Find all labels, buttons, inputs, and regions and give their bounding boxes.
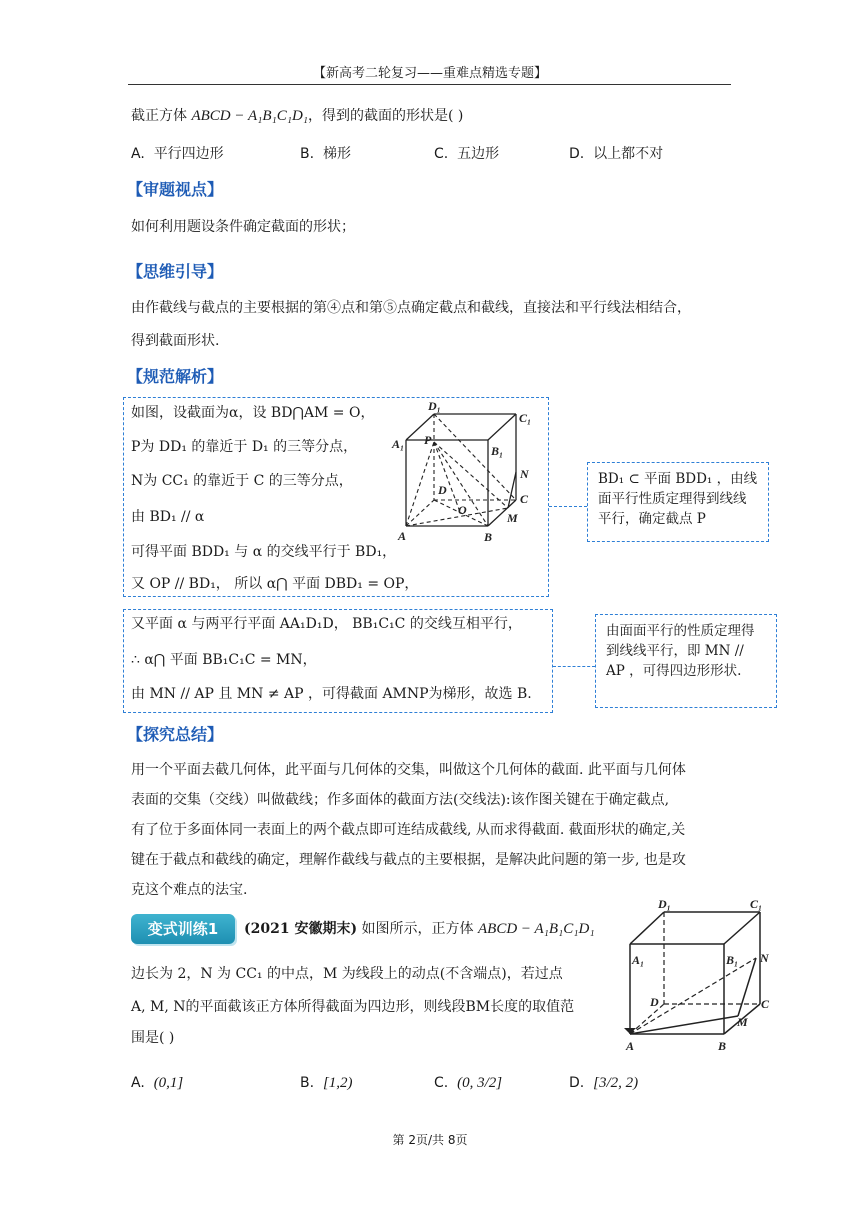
cube-figure-2 [618, 898, 788, 1056]
option-d[interactable]: D. 以上都不对 [569, 146, 664, 162]
fig1-label-c: C [520, 492, 529, 506]
solution-line-2: P为 DD₁ 的靠近于 D₁ 的三等分点， [131, 439, 358, 455]
fig2-label-a: A [626, 1039, 635, 1053]
solution-line-5: 可得平面 BDD₁ 与 α 的交线平行于 BD₁， [131, 544, 397, 560]
exercise-option-d[interactable]: D. [3/2, 2) [569, 1075, 639, 1091]
cube-figure-1 [388, 400, 548, 546]
page-header: 【新高考二轮复习——重难点精选专题】 [312, 66, 547, 81]
solution-line-3: N为 CC₁ 的靠近于 C 的三等分点， [131, 473, 353, 489]
option-c[interactable]: C. 五边形 [434, 146, 500, 162]
solution-line-9: 由 MN // AP 且 MN ≠ AP ，可得截面 AMNP为梯形，故选 B. [131, 686, 532, 702]
review-text: 如何利用题设条件确定截面的形状； [131, 219, 355, 235]
fig2-label-b1: B₁ [726, 953, 739, 967]
exercise-line-1: (2021 安徽期末) 如图所示，正方体 ABCD − A₁B₁C₁D₁ [244, 921, 595, 937]
section-title-summary: 【探究总结】 [127, 725, 224, 744]
note-connector-2 [553, 666, 595, 667]
thinking-line-1: 由作截线与截点的主要根据的第④点和第⑤点确定截点和截线，直接法和平行线法相结合， [131, 300, 691, 316]
header-rule [128, 84, 731, 85]
summary-line-3: 有了位于多面体同一表面上的两个截点即可连结成截线, 从而求得截面. 截面形状的确定,关 [131, 822, 686, 838]
fig2-label-a1: A₁ [632, 953, 645, 967]
fig1-label-b: B [484, 530, 493, 544]
exercise-line-2: 边长为 2，N 为 CC₁ 的中点，M 为线段上的动点(不含端点)，若过点 [131, 966, 563, 982]
section-title-solution: 【规范解析】 [127, 367, 224, 386]
page-footer: 第 2页/共 8页 [392, 1133, 468, 1147]
fig1-label-p: P [424, 433, 432, 447]
fig1-label-m: M [507, 511, 518, 525]
summary-line-1: 用一个平面去截几何体，此平面与几何体的交集，叫做这个几何体的截面. 此平面与几何体 [131, 762, 686, 778]
option-a[interactable]: A. 平行四边形 [131, 146, 224, 162]
fig1-label-a1: A₁ [392, 437, 405, 451]
fig2-label-d1: D₁ [658, 898, 671, 911]
fig1-label-c1: C₁ [519, 411, 532, 425]
exercise-line-3: A, M, N的平面截该正方体所得截面为四边形，则线段BM长度的取值范 [131, 999, 575, 1015]
exercise-option-a[interactable]: A. (0,1] [131, 1075, 184, 1091]
fig1-label-d: D [438, 483, 447, 497]
note-box-2: 由面面平行的性质定理得到线线平行，即 MN // AP ，可得四边形形状. [595, 614, 777, 708]
section-title-thinking: 【思维引导】 [127, 262, 224, 281]
question-stem: 截正方体 ABCD − A₁B₁C₁D₁，得到的截面的形状是( ) [131, 108, 464, 124]
solution-line-6: 又 OP // BD₁， 所以 α⋂ 平面 DBD₁ = OP， [131, 576, 419, 592]
summary-line-2: 表面的交集（交线）叫做截线；作多面体的截面方法(交线法):该作图关键在于确定截点, [131, 792, 670, 808]
fig2-label-c: C [761, 997, 770, 1011]
note-box-1: BD₁ ⊂ 平面 BDD₁ ，由线面平行性质定理得到线线平行，确定截点 P [587, 462, 769, 542]
fig1-label-n: N [520, 467, 529, 481]
fig1-label-b1: B₁ [491, 444, 504, 458]
fig2-label-b: B [718, 1039, 727, 1053]
fig1-label-d1: D₁ [428, 400, 441, 413]
exercise-badge: 变式训练1 [131, 914, 235, 944]
solution-line-4: 由 BD₁ // α [131, 509, 205, 525]
solution-line-1: 如图，设截面为α，设 BD⋂AM = O， [131, 405, 375, 421]
summary-line-5: 克这个难点的法宝. [131, 882, 248, 898]
fig2-label-m: M [737, 1015, 748, 1029]
exercise-option-b[interactable]: B. [1,2) [300, 1075, 353, 1091]
solution-line-8: ∴ α⋂ 平面 BB₁C₁C = MN， [131, 652, 317, 668]
exercise-option-c[interactable]: C. (0, 3/2] [434, 1075, 503, 1091]
section-title-review: 【审题视点】 [127, 180, 224, 199]
note-connector-1 [549, 506, 587, 507]
fig2-label-n: N [760, 951, 769, 965]
exercise-line-4: 围是( ) [131, 1030, 175, 1046]
summary-line-4: 键在于截点和截线的确定，理解作截线与截点的主要根据，是解决此问题的第一步, 也是攻 [131, 852, 686, 868]
fig2-label-c1: C₁ [750, 898, 763, 911]
fig2-label-d: D [650, 995, 659, 1009]
option-b[interactable]: B. 梯形 [300, 146, 351, 162]
thinking-line-2: 得到截面形状. [131, 333, 220, 349]
fig1-label-a: A [398, 529, 407, 543]
fig1-label-o: O [458, 503, 467, 517]
solution-line-7: 又平面 α 与两平行平面 AA₁D₁D， BB₁C₁C 的交线互相平行， [131, 616, 522, 632]
